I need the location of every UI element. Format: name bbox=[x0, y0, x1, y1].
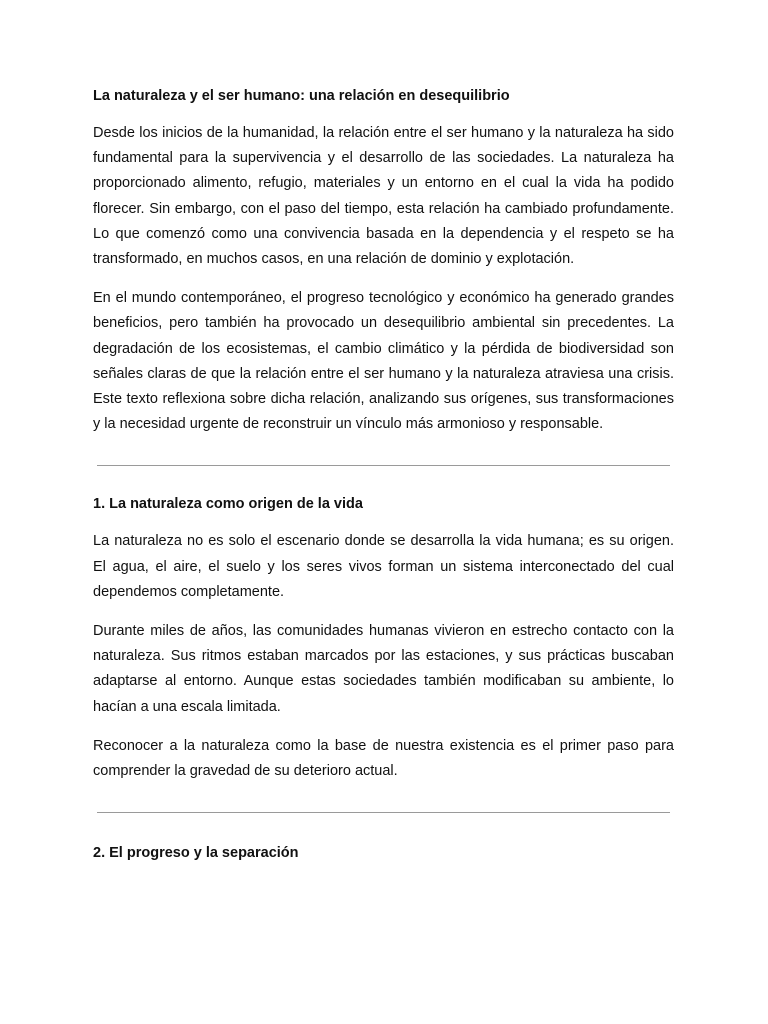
section-heading-1: 1. La naturaleza como origen de la vida bbox=[93, 496, 363, 513]
section-1-paragraph-2: Durante miles de años, las comunidades humanas vivieron en estrecho contacto con la naturaleza. Sus ritmos estaban marcados por las estaciones, y sus prácticas buscaban adaptarse al entorno. Aunque estas sociedades también modificaban su ambiente, lo hacían a una escala limitada. bbox=[93, 623, 674, 715]
section-divider bbox=[97, 812, 670, 813]
intro-paragraph-2: En el mundo contemporáneo, el progreso tecnológico y económico ha generado grandes beneficios, pero también ha provocado un desequilibrio ambiental sin precedentes. La degradación de los ecosistemas, el cambio climático y la pérdida de biodiversidad son señales claras de que la relación entre el ser humano y la naturaleza atraviesa una crisis. Este texto reflexiona sobre dicha relación, analizando sus orígenes, sus transformaciones y la necesidad urgente de reconstruir un vínculo más armonioso y responsable. bbox=[93, 290, 674, 433]
document-title: La naturaleza y el ser humano: una relación en desequilibrio bbox=[93, 88, 510, 104]
section-1-paragraph-3: Reconocer a la naturaleza como la base de nuestra existencia es el primer paso para comprender la gravedad de su deterioro actual. bbox=[93, 737, 674, 780]
section-divider bbox=[97, 465, 670, 466]
document-body bbox=[93, 86, 674, 878]
intro-paragraph-1: Desde los inicios de la humanidad, la relación entre el ser humano y la naturaleza ha sido fundamental para la supervivencia y el desarrollo de las sociedades. La naturaleza ha proporcionado alimento, refugio, materiales y un entorno en el cual la vida ha podido florecer. Sin embargo, con el paso del tiempo, esta relación ha cambiado profundamente. Lo que comenzó como una convivencia basada en la dependencia y el respeto se ha transformado, en muchos casos, en una relación de dominio y explotación. bbox=[93, 125, 674, 268]
section-heading-2: 2. El progreso y la separación bbox=[93, 845, 299, 862]
section-1-paragraph-1: La naturaleza no es solo el escenario donde se desarrolla la vida humana; es su origen. El agua, el aire, el suelo y los seres vivos forman un sistema interconectado del cual dependemos completamente. bbox=[93, 533, 674, 600]
